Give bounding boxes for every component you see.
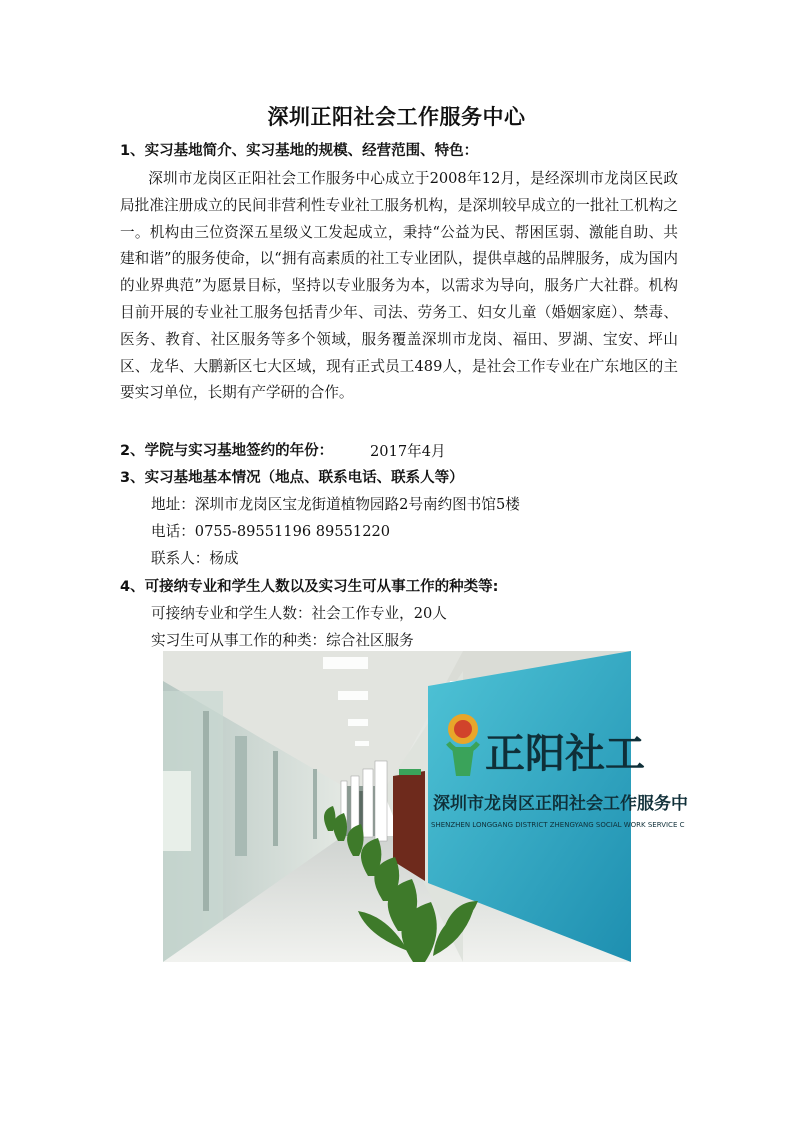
page-title: 深圳正阳社会工作服务中心 xyxy=(267,105,526,129)
capacity-line: 可接纳专业和学生人数：社会工作专业，20人 xyxy=(151,605,447,622)
section-1-body xyxy=(120,166,678,407)
section-1-text: 深圳市龙岗区正阳社会工作服务中心成立于2008年12月，是经深圳市龙岗区民政局批准注册成立的民间非营利性专业社工服务机构，是深圳较早成立的一批社工机构之一。机构由三位资深五星级义工发起成立，秉持“公益为民、帮困匡弱、激能自助、共建和谐”的服务使命，以“拥有高素质的社工专业团队，提供卓越的品牌服务，成为国内的业界典范”为愿景目标，坚持以专业服务为本，以需求为导向，服务广大社群。机构目前开展的专业社工服务包括青少年、司法、劳务工、妇女儿童（婚姻家庭）、禁毒、医务、教育、社区服务等多个领域，服务覆盖深圳市龙岗、福田、罗湖、宝安、坪山区、龙华、大鹏新区七大区域，现有正式员工489人，是社会工作专业在广东地区的主要实习单位，长期有产学研的合作。 xyxy=(120,170,678,402)
phone-line: 电话：0755-89551196 89551220 xyxy=(151,523,391,540)
wall-en-text: SHENZHEN LONGGANG DISTRICT ZHENGYANG SOCIAL WORK SERVICE C xyxy=(431,821,685,829)
section-3-heading: 3、实习基地基本情况（地点、联系电话、联系人等） xyxy=(120,470,464,486)
wall-logo-text: 正阳社工 xyxy=(485,731,645,777)
work-type-line: 实习生可从事工作的种类：综合社区服务 xyxy=(151,632,414,649)
section-1-heading: 1、实习基地简介、实习基地的规模、经营范围、特色： xyxy=(120,143,479,159)
section-4-heading: 4、可接纳专业和学生人数以及实习生可从事工作的种类等: xyxy=(120,579,499,595)
section-2-heading: 2、学院与实习基地签约的年份： xyxy=(120,443,334,459)
signing-year: 2017年4月 xyxy=(370,443,446,460)
contact-line: 联系人：杨成 xyxy=(151,550,239,567)
office-corridor-photo xyxy=(163,651,688,962)
wall-cn-text: 深圳市龙岗区正阳社会工作服务中 xyxy=(433,794,688,814)
address-line: 地址：深圳市龙岗区宝龙街道植物园路2号南约图书馆5楼 xyxy=(151,496,520,513)
